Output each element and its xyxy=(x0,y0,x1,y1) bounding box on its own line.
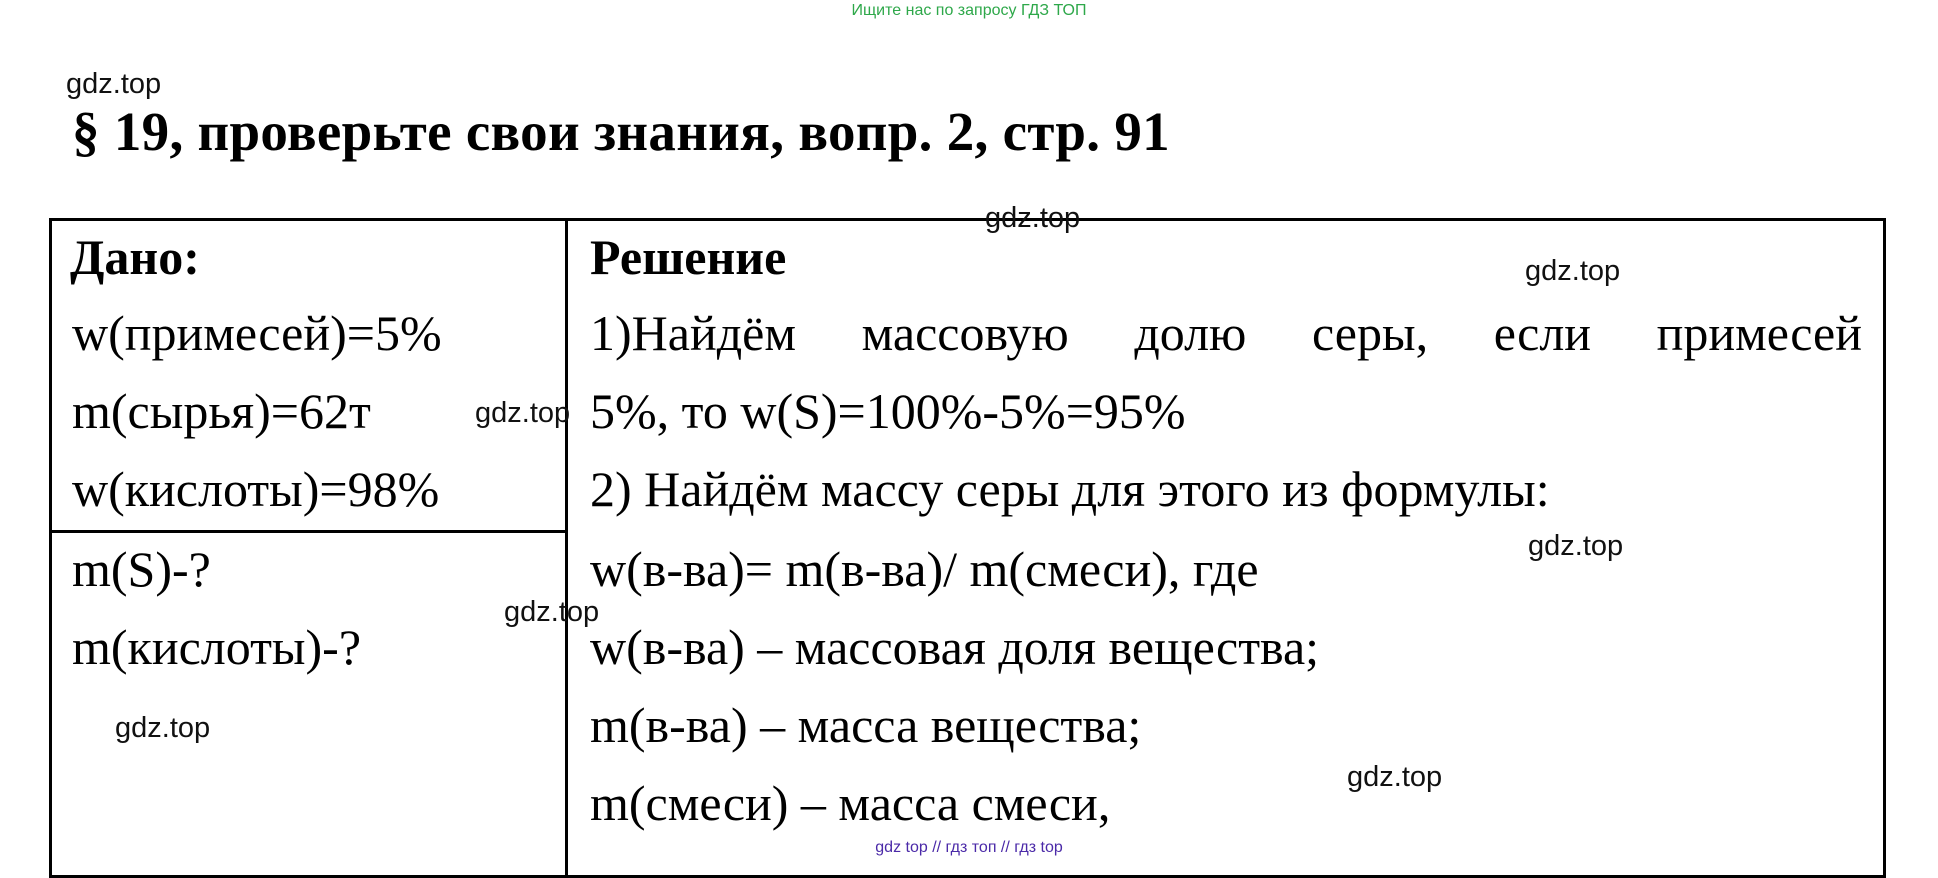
solution-word: 1)Найдём xyxy=(590,305,796,361)
find-item: m(кислоты)-? xyxy=(72,619,362,675)
given-find-divider xyxy=(49,530,567,533)
watermark-label: gdz.top xyxy=(115,712,211,744)
given-item: w(примесей)=5% xyxy=(72,305,442,361)
table-column-divider xyxy=(565,218,568,878)
solution-step1-line xyxy=(590,305,1862,361)
watermark-label: gdz.top xyxy=(985,202,1081,234)
given-heading: Дано: xyxy=(70,229,200,285)
watermark-label: gdz.top xyxy=(504,596,600,628)
solution-line: w(в-ва)= m(в-ва)/ m(смеси), где xyxy=(590,541,1259,597)
solution-word: если xyxy=(1493,305,1592,361)
watermark-label: gdz.top xyxy=(1528,530,1624,562)
find-item: m(S)-? xyxy=(72,541,211,597)
solution-line: m(в-ва) – масса вещества; xyxy=(590,697,1142,753)
given-item: w(кислоты)=98% xyxy=(72,461,440,517)
solution-word: примесей xyxy=(1656,305,1862,361)
solution-line: 2) Найдём массу серы для этого из формулы: xyxy=(590,461,1550,517)
footer-links: gdz top // гдз топ // гдз top xyxy=(875,839,1063,856)
solution-word: массовую xyxy=(861,305,1069,361)
solution-line: w(в-ва) – массовая доля вещества; xyxy=(590,619,1320,675)
solution-word: серы, xyxy=(1312,305,1429,361)
solution-line: m(смеси) – масса смеси, xyxy=(590,775,1111,831)
solution-word: долю xyxy=(1134,305,1247,361)
watermark-label: gdz.top xyxy=(475,397,571,429)
solution-heading: Решение xyxy=(590,229,787,285)
watermark-label: gdz.top xyxy=(1347,761,1443,793)
watermark-label: gdz.top xyxy=(1525,255,1621,287)
solution-line: 5%, то w(S)=100%-5%=95% xyxy=(590,383,1186,439)
top-banner: Ищите нас по запросу ГДЗ ТОП xyxy=(851,2,1087,19)
watermark-label: gdz.top xyxy=(66,68,162,100)
given-item: m(сырья)=62т xyxy=(72,383,371,439)
page-title: § 19, проверьте свои знания, вопр. 2, стр. 91 xyxy=(72,101,1170,162)
